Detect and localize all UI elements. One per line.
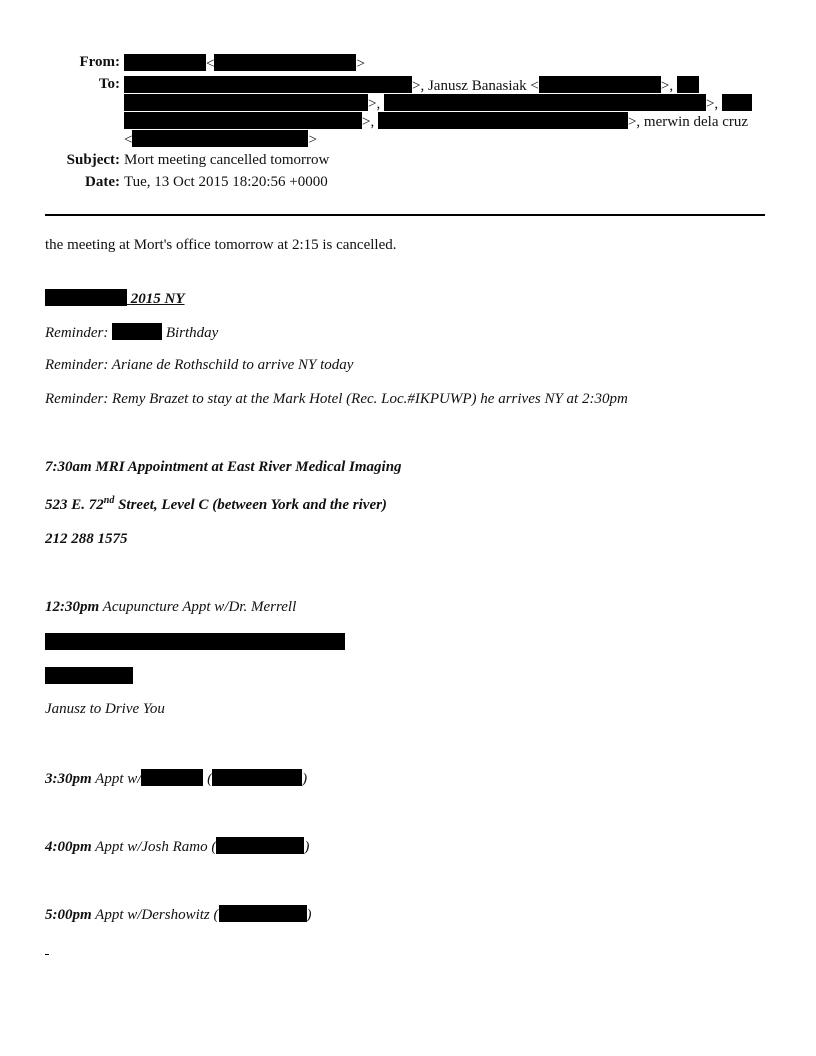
appointment-time: 3:30pm [45,771,92,787]
redaction-block [124,54,206,71]
date-label: Date: [85,174,120,190]
redaction-block [124,112,362,129]
from-value [124,54,365,73]
to-recipient-merwin: >, merwin dela cruz [627,114,749,130]
reminder-birthday [45,323,218,342]
to-line-4 [124,130,317,149]
redaction-block [45,289,127,306]
redaction-block [219,905,307,922]
redaction-block [384,94,706,111]
from-label: From: [79,54,120,70]
to-line-1 [124,76,699,95]
to-separator: >, [705,96,719,112]
paren-close: ) [304,839,310,855]
to-recipient-janusz: >, Janusz Banasiak < [412,78,539,94]
intro-text: the meeting at Mort's office tomorrow at 2:15 is cancelled. [45,237,397,253]
header-divider [45,214,765,216]
redaction-block [378,112,628,129]
to-open-bracket: < [124,132,133,148]
redaction-block [124,94,368,111]
to-separator: >, [660,78,674,94]
schedule-date-heading [45,289,185,308]
trailing-underline-mark [45,954,49,955]
redaction-block [677,76,699,93]
redaction-block [212,769,302,786]
reminder-rothschild: Reminder: Ariane de Rothschild to arrive NY today [45,357,354,373]
mri-address [45,497,387,514]
redaction-block [45,633,345,650]
redaction-block [45,667,133,684]
driver-note: Janusz to Drive You [45,701,165,717]
subject-value: Mort meeting cancelled tomorrow [124,152,330,168]
appointment-text: Appt w/Josh Ramo ( [91,839,217,855]
to-separator: >, [368,96,381,112]
redaction-block [216,837,304,854]
redaction-block [112,323,162,340]
redaction-block [539,76,661,93]
appointment-330 [45,769,307,788]
to-line-3 [124,112,748,131]
mri-phone: 212 288 1575 [45,531,128,547]
address-number: 523 E. 72 [45,497,104,513]
date-value: Tue, 13 Oct 2015 18:20:56 +0000 [124,174,328,190]
acupuncture-appointment [45,599,296,616]
address-street: Street, Level C (between York and the river) [114,497,387,513]
appointment-time: 4:00pm [45,839,92,855]
subject-label: Subject: [66,152,120,168]
to-separator: >, [362,114,375,130]
redaction-block [124,76,412,93]
reminder-brazet: Reminder: Remy Brazet to stay at the Mark Hotel (Rec. Loc.#IKPUWP) he arrives NY at 2:30pm [45,391,628,407]
appointment-400 [45,837,309,856]
to-close-bracket: > [308,132,317,148]
appointment-text: Acupuncture Appt w/Dr. Merrell [99,599,297,615]
appointment-500 [45,905,312,924]
reminder-suffix: Birthday [165,325,219,341]
from-close-bracket: > [356,56,365,72]
to-label: To: [98,76,120,92]
from-open-bracket: < [206,56,215,72]
redaction-block [214,54,356,71]
redaction-block [722,94,752,111]
paren-open: ( [203,771,213,787]
appointment-time: 12:30pm [45,599,100,615]
to-line-2 [124,94,752,113]
reminder-prefix: Reminder: [45,325,109,341]
redaction-block [132,130,308,147]
appointment-text: Appt w/Dershowitz ( [91,907,219,923]
appointment-text: Appt w/ [91,771,142,787]
schedule-date-text: 2015 NY [130,291,185,307]
mri-appointment: 7:30am MRI Appointment at East River Medical Imaging [45,459,402,475]
redaction-block [141,769,203,786]
paren-close: ) [306,907,312,923]
address-ordinal: nd [103,495,115,506]
appointment-time: 5:00pm [45,907,92,923]
paren-close: ) [302,771,308,787]
